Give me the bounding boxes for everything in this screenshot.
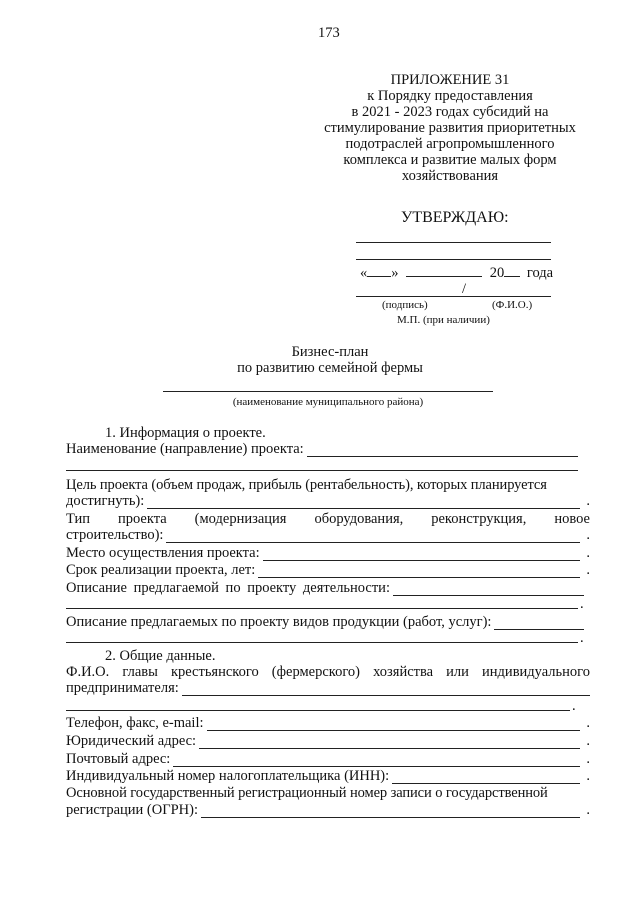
project-name-line2[interactable]: [66, 470, 578, 471]
project-goal-field[interactable]: [147, 496, 580, 509]
type-word: оборудования,: [314, 511, 404, 527]
inn-field[interactable]: [392, 771, 580, 784]
project-term-field[interactable]: [258, 565, 580, 578]
signature-slash: /: [462, 281, 467, 297]
project-activity-field[interactable]: [393, 583, 584, 596]
postal-address-field[interactable]: [173, 754, 580, 767]
row-end-dot: .: [572, 698, 576, 714]
type-word: проекта: [118, 511, 167, 527]
appendix-title: ПРИЛОЖЕНИЕ 31: [390, 72, 510, 88]
project-type-field[interactable]: [166, 530, 580, 543]
legal-address-field[interactable]: [199, 736, 580, 749]
section1-title: 1. Информация о проекте.: [105, 425, 266, 441]
page-number: 173: [318, 25, 340, 41]
row-end-dot: .: [586, 715, 590, 731]
row-end-dot: .: [580, 596, 584, 612]
row-end-dot: .: [586, 493, 590, 509]
year-suffix: года: [526, 265, 554, 281]
ogrn-row: [66, 802, 590, 818]
month-field[interactable]: [406, 264, 482, 277]
row-end-dot: .: [586, 545, 590, 561]
project-goal-label: достигнуть):: [66, 493, 145, 509]
ogrn-field[interactable]: [201, 805, 580, 818]
postal-address-row: [66, 751, 590, 767]
project-products-label: Описание предлагаемых по проекту видов продукции (работ, услуг):: [66, 614, 492, 630]
project-goal-row: [66, 493, 590, 509]
row-end-dot: .: [586, 768, 590, 784]
approver-position-line: [356, 242, 551, 243]
type-word: (модернизация: [194, 511, 287, 527]
project-products-line2[interactable]: [66, 642, 578, 643]
inn-row: [66, 768, 590, 784]
legal-address-row: [66, 733, 590, 749]
project-products-row: [66, 614, 590, 630]
phone-field[interactable]: [207, 718, 581, 731]
postal-address-label: Почтовый адрес:: [66, 751, 171, 767]
head-fio-field[interactable]: [182, 683, 590, 696]
approve-title: УТВЕРЖДАЮ:: [401, 209, 509, 226]
approve-date-row: [360, 264, 553, 281]
row-end-dot: .: [586, 733, 590, 749]
section2-title: 2. Общие данные.: [105, 648, 216, 664]
head-word: или: [446, 664, 469, 680]
head-word: крестьянского: [170, 664, 259, 680]
head-word: хозяйства: [373, 664, 434, 680]
fio-label: (Ф.И.О.): [492, 299, 533, 311]
plan-title: Бизнес-план: [291, 344, 369, 360]
appendix-line: стимулирование развития приоритетных: [324, 120, 576, 136]
type-word: новое: [554, 511, 590, 527]
row-end-dot: .: [586, 751, 590, 767]
approver-org-line: [356, 259, 551, 260]
ogrn-line1: Основной государственный регистрационный номер записи о государственной: [66, 785, 548, 801]
project-activity-line2[interactable]: [66, 608, 578, 609]
project-term-label: Срок реализации проекта, лет:: [66, 562, 256, 578]
date-open-quote: «: [360, 265, 368, 281]
project-activity-label: Описание предлагаемой по проекту деятельности:: [66, 580, 390, 596]
project-type-row: [66, 527, 590, 543]
head-word: Ф.И.О.: [66, 664, 110, 680]
project-place-row: [66, 545, 590, 561]
row-end-dot: .: [580, 630, 584, 646]
type-word: Тип: [66, 511, 91, 527]
project-place-label: Место осуществления проекта:: [66, 545, 260, 561]
project-products-field[interactable]: [494, 617, 584, 630]
project-type-line1: [66, 511, 590, 527]
project-type-label: строительство):: [66, 527, 164, 543]
project-goal-line1: Цель проекта (объем продаж, прибыль (рентабельность), которых планируется: [66, 477, 547, 493]
phone-label: Телефон, факс, e-mail:: [66, 715, 204, 731]
plan-subtitle: по развитию семейной фермы: [237, 360, 423, 376]
type-word: реконструкция,: [431, 511, 527, 527]
legal-address-label: Юридический адрес:: [66, 733, 197, 749]
district-line[interactable]: [163, 391, 493, 392]
project-name-label: Наименование (направление) проекта:: [66, 441, 304, 457]
signature-label: (подпись): [382, 299, 428, 311]
day-field[interactable]: [367, 264, 391, 277]
appendix-line: комплекса и развитие малых форм: [343, 152, 557, 168]
date-close-quote: »: [391, 265, 399, 281]
appendix-block: [300, 72, 600, 184]
row-end-dot: .: [586, 562, 590, 578]
year-field[interactable]: [504, 264, 520, 277]
appendix-line: к Порядку предоставления: [367, 88, 533, 104]
project-activity-row: [66, 580, 590, 596]
head-word: (фермерского): [271, 664, 361, 680]
phone-row: [66, 715, 590, 731]
head-fio-line2[interactable]: [66, 710, 570, 711]
row-end-dot: .: [586, 802, 590, 818]
district-caption: (наименование муниципального района): [232, 396, 424, 408]
project-name-row: [66, 441, 590, 457]
project-place-field[interactable]: [263, 548, 581, 561]
appendix-line: хозяйствования: [401, 168, 499, 184]
stamp-label: М.П. (при наличии): [397, 314, 490, 326]
head-word: индивидуального: [482, 664, 590, 680]
year-prefix: 20: [489, 265, 505, 281]
project-name-field[interactable]: [307, 444, 578, 457]
inn-label: Индивидуальный номер налогоплательщика (ИНН):: [66, 768, 390, 784]
ogrn-label: регистрации (ОГРН):: [66, 802, 199, 818]
project-term-row: [66, 562, 590, 578]
head-word: главы: [122, 664, 158, 680]
signature-line[interactable]: [356, 296, 551, 297]
appendix-line: подотраслей агропромышленного: [345, 136, 555, 152]
head-fio-label: предпринимателя:: [66, 680, 179, 696]
head-fio-row: [66, 680, 590, 696]
head-fio-line1: [66, 664, 590, 680]
appendix-line: в 2021 - 2023 годах субсидий на: [351, 104, 549, 120]
row-end-dot: .: [586, 527, 590, 543]
